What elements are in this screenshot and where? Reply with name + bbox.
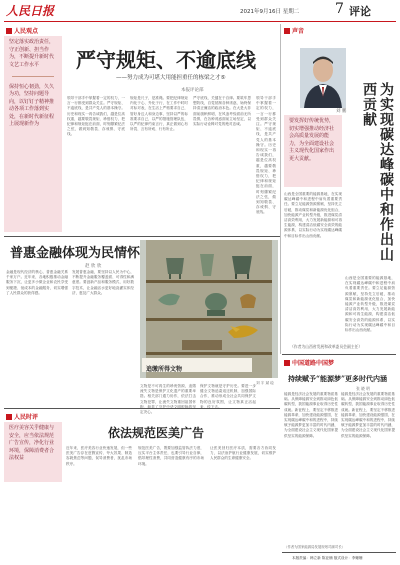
relics-illustration [140,240,278,378]
energy-headline: 持续赋予“能源梦”更多时代内涵 [288,374,388,383]
quote-box [284,115,342,187]
medical-col-1: 近年来，医疗美容行业快速发展，但一些医美广告存在虚假宣传、夸大效果、制造容貌焦虑等问题，误导消费者，扰乱市场秩序。 [66,446,132,466]
page-number: 7 [335,1,344,17]
main-headline: 严守规矩、不逾底线 [76,48,256,72]
finance-byline: 赵 欣 欣 [85,264,102,269]
section-tag-shengyin: 声音 [284,26,304,35]
main-byline: 本报评论部 [181,88,204,93]
shengyin-article-col-2: 山西是全国重要的能源基地，在实现碳达峰碳中和进程中肩负着重要责任。要立足能源资源禀赋，坚持先立后破，推动煤炭和新能源优化组合，加快能源产业转型升级，推进煤炭清洁高效利用，大力发展新能源和可再生能源，构建清洁低碳安全高效的能源体系，以实际行动为实现碳达峰碳中和目标作出山西贡献。 [345,276,395,333]
newspaper-logo: 人民日报 [6,4,55,18]
energy-col-2: 能源是经济社会发展的重要物质基础。从保障能源安全到推动绿色低碳转型，我国能源事业取得历史性成就。新征程上，要坚定不移推进能源革命，加快建设能源强国，在实现碳达峰碳中和的进程中，持续赋予能源梦更加丰富的时代内涵，为全面建设社会主义现代化国家提供坚实的能源保障。 [341,392,395,438]
pullquote-2: 保持恒心韧劲，久久为功，坚持问题导向，以钉钉子精神推动各项工作落到实处，在新时代新征程上展现新作为 [9,83,55,128]
section-name: 评论 [349,5,371,18]
finance-headline: 普惠金融体现为民情怀 [10,246,141,261]
illustration-credit: 刘 宇 斌 绘 [256,381,274,385]
section-tag-zhongguomeng: 中国道路中国梦 [284,358,334,367]
main-article-col-1: 领导干部手中掌握着一定的权力，一言一行都受到群众关注。严守规矩、不逾底线，是共产党人的基本操守。历史和现实一再告诫我们，越是位高权重，越要敬畏规矩、珍惜权力，把纪律和规矩挺在前面，时刻绷紧纪法之弦，做到知敬畏、存戒惧、守底线。 [67,96,125,137]
page-footer: 本版责编：韩立新 陈亚楠 版式设计：李姗姗 [292,556,363,560]
relics-col-2: 保护文物就是守护历史。要进一步健全文物追索返还机制，加强国际合作，推动形成全社会共同保护文物的良好氛围，让文物真正活起来、传下去。 [200,384,256,409]
energy-signature: （作者为国家能源局发展规划司副司长） [284,545,346,549]
relics-col-1: 文物是不可再生的珍贵资源，追缴流失文物是保护文化遗产的重要举措。相关部门通力协作，依法打击文物犯罪，让流失文物重回祖国怀抱，彰显了守护中华文明根脉的坚定决心。 [140,384,196,415]
finance-col-2: 发展普惠金融，要坚持以人民为中心，不断提升金融服务覆盖面、可得性和满意度。要创新产品和服务模式，用好数字技术，让金融活水更好地浇灌实体经济，惠及广大群众。 [72,270,134,295]
medical-ad-headline: 依法规范医美广告 [108,426,205,440]
main-subtitle: ——努力成为可堪大用能担重任的栋梁之才⑤ [116,75,226,81]
section-divider-2 [282,354,396,355]
main-article-col-2: 规矩是尺子，是准绳。要把纪律规矩内化于心、外化于行，在工作中时时对标对表，在生活上严格要求自己，管好身边人和身边事，坚持以严的标准要求自己，以严的措施管理队伍，以严的纪律约束言行，真正做到心有所畏、言有所戒、行有所止。 [130,96,188,132]
shengyin-signature: （作者为山西省发展和改革委员会副主任） [290,344,363,349]
main-article-col-3: 严守底线，关键在于自律。要筑牢思想防线，自觉抵制各种诱惑，始终保持清正廉洁的政治本色。在大是大非面前旗帜鲜明，在风浪考验面前无所畏惧，在各种诱惑面前立场坚定，以实际行动诠释对党的绝对忠诚。 [193,96,251,127]
portrait-caption: 刘 鹏 [336,109,347,114]
medical-col-2: 规范医美广告，既要加强监管执法力度，压实平台主体责任，也要引导行业自律，倡导理性消费，共同营造健康有序的市场环境。 [138,446,204,466]
energy-byline: 张 晓 明 [356,386,370,391]
energy-col-1: 能源是经济社会发展的重要物质基础。从保障能源安全到推动绿色低碳转型，我国能源事业取得历史性成就。新征程上，要坚定不移推进能源革命，加快建设能源强国，在实现碳达峰碳中和的进程中，持续赋予能源梦更加丰富的时代内涵，为全面建设社会主义现代化国家提供坚实的能源保障。 [284,392,338,438]
shengyin-article-col-1: 山西是全国重要的能源基地，在实现碳达峰碳中和进程中肩负着重要责任。要立足能源资源禀赋，坚持先立后破，推动煤炭和新能源优化组合，加快能源产业转型升级，推进煤炭清洁高效利用，大力发展新能源和可再生能源，构建清洁低碳安全高效的能源体系，以实际行动为实现碳达峰碳中和目标作出山西贡献。 [284,192,342,238]
section-tag-renmin-shiping: 人民时评 [6,412,38,421]
footer-rule [282,552,396,553]
masthead-rule [4,21,396,22]
finance-col-1: 金融是现代经济的核心，普惠金融关系千家万户。近年来，各地积极推动金融服务下沉，让更多小微企业和农民享受到便捷、低成本的金融服务，切实增强了人民群众的获得感。 [6,270,68,295]
section-divider-3 [4,408,280,409]
medical-col-3: 让医美回归医疗本质，需要各方协同发力，以法治护航行业健康发展，切实维护人民群众的生命健康安全。 [210,446,276,461]
main-article-col-4: 领导干部手中掌握着一定的权力，一言一行都受到群众关注。严守规矩、不逾底线，是共产党人的基本操守。历史和现实一再告诫我们，越是位高权重，越要敬畏规矩、珍惜权力，把纪律和规矩挺在前面，时刻绷紧纪法之弦，做到知敬畏、存戒惧、守底线。 [256,96,276,215]
issue-date: 2021年9月16日 星期二 [240,9,300,15]
section-divider-1 [4,236,280,237]
pullquote-box [4,36,62,232]
section-tag-renmin-guandian: 人民观点 [6,26,38,35]
illustration-caption: 追缴所得文物 [146,366,183,373]
quote-text: 要发挥好传统优势，切实增强推动经济社会高质量发展的能力，为全面建设社会主义现代化国家作出更大贡献。 [289,118,335,162]
pullquote-1: 坚定落实政治责任，守正创新、担当作为，不断提升新时代文艺工作水平 [9,39,55,68]
pullquote-divider [12,76,54,77]
column-divider [280,24,281,354]
portrait-photo [300,48,346,108]
shiping-pullquote-box [4,422,62,482]
shiping-pullquote: 医疗美容关乎健康与安全，应当依法规范广告宣传，净化行业环境，保障消费者合法权益 [9,425,55,461]
vertical-headline: 为实现碳达峰碳中和作出山西贡献 [361,82,394,262]
